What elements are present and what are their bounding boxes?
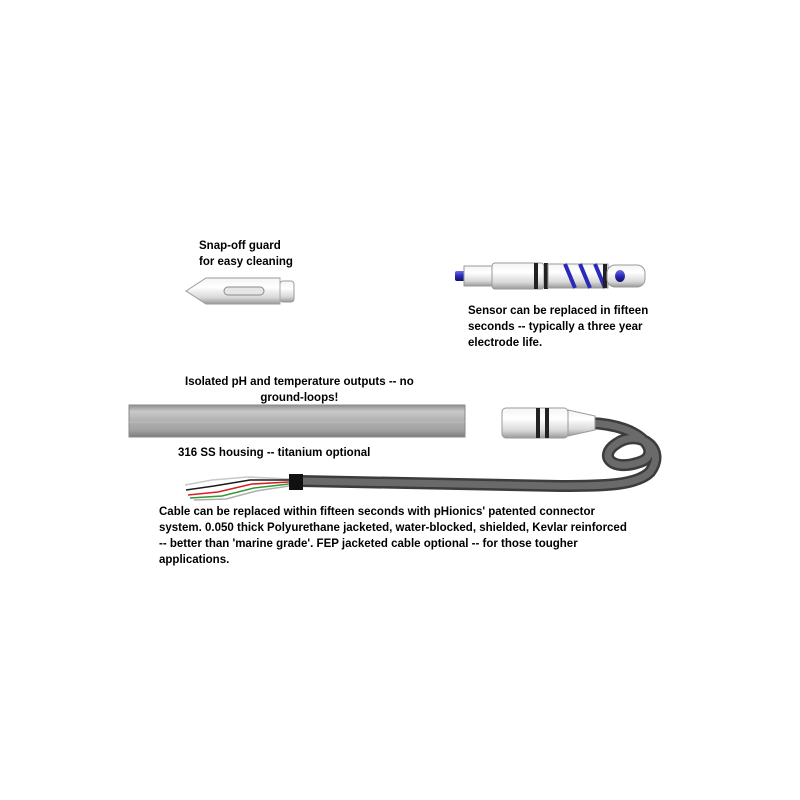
cable-label: Cable can be replaced within fifteen seconds with pHionics' patented connector system. 0.050 thick Polyurethane jacketed, water-blocked, shielded, Kevlar reinforced -- better than 'marine grade'. FEP jacketed cable optional -- for those tougher applications.: [159, 506, 627, 566]
guard-icon: [186, 278, 294, 304]
sensor-label: Sensor can be replaced in fifteen seconds -- typically a three year electrode life.: [468, 305, 649, 349]
isolated-outputs-label: Isolated pH and temperature outputs -- no ground-loops!: [185, 376, 414, 404]
wires-icon: [185, 477, 289, 500]
housing-tube-icon: [129, 405, 465, 437]
sensor-icon: [455, 263, 645, 289]
guard-label: Snap-off guard for easy cleaning: [199, 240, 293, 268]
housing-label: 316 SS housing -- titanium optional: [178, 447, 371, 459]
connector-icon: [502, 408, 595, 438]
